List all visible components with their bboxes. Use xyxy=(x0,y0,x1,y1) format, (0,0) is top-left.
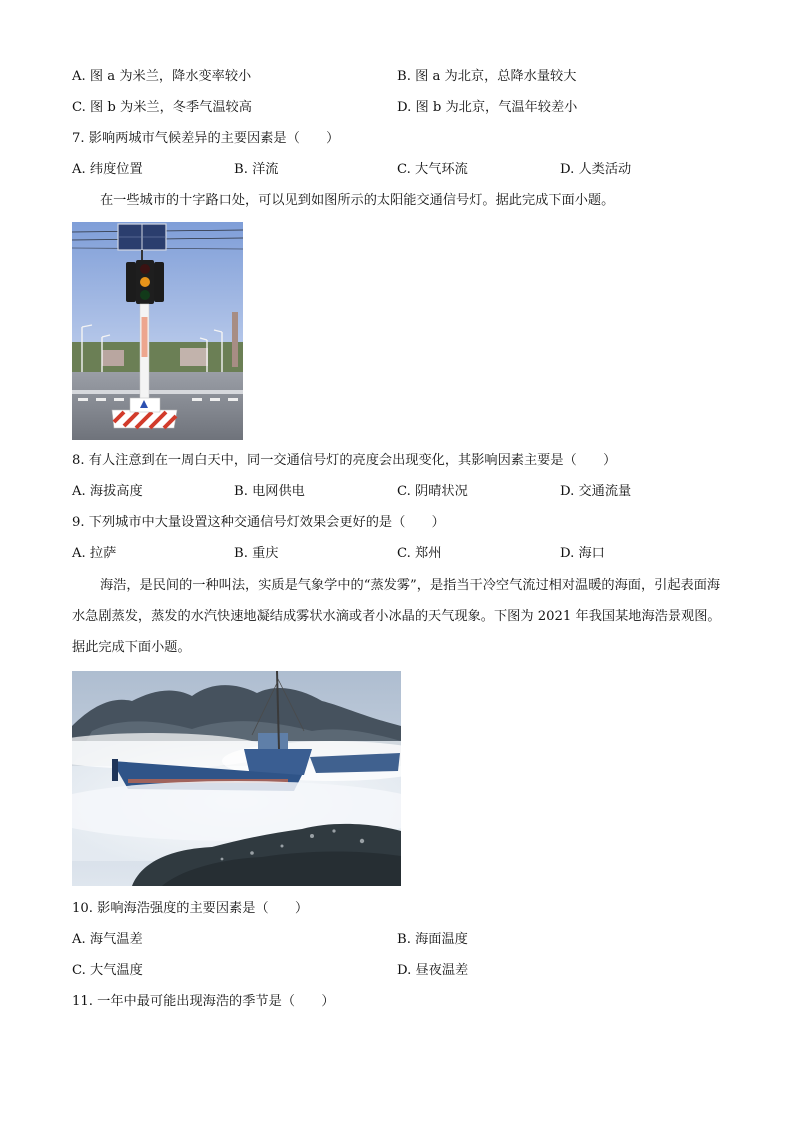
q10-option-d: D. 昼夜温差 xyxy=(397,963,469,978)
solar-traffic-light-photo xyxy=(72,222,243,440)
q11-stem: 11. 一年中最可能出现海浩的季节是（ ） xyxy=(72,994,335,1009)
q9-option-c: C. 郑州 xyxy=(397,546,442,561)
q10-stem: 10. 影响海浩强度的主要因素是（ ） xyxy=(72,901,309,916)
q8-option-a: A. 海拔高度 xyxy=(72,484,143,499)
q7-option-b: B. 洋流 xyxy=(234,162,279,177)
q8-option-d: D. 交通流量 xyxy=(560,484,632,499)
q8-option-c: C. 阴晴状况 xyxy=(397,484,468,499)
intro-sea-smoke: 海浩，是民间的一种叫法，实质是气象学中的“蒸发雾”，是指当干冷空气流过相对温暖的海面，引起表面海水急剧蒸发，蒸发的水汽快速地凝结成雾状水滴或者小冰晶的天气现象。下图为 2021 年我国某地海浩景观图。据此完成下面小题。 xyxy=(72,578,721,655)
q7-option-c: C. 大气环流 xyxy=(397,162,468,177)
intro-solar-light: 在一些城市的十字路口处，可以见到如图所示的太阳能交通信号灯。据此完成下面小题。 xyxy=(100,193,615,208)
q8-stem: 8. 有人注意到在一周白天中，同一交通信号灯的亮度会出现变化，其影响因素主要是（ ） xyxy=(72,453,617,468)
q9-option-d: D. 海口 xyxy=(560,546,605,561)
q7-stem: 7. 影响两城市气候差异的主要因素是（ ） xyxy=(72,131,340,146)
q9-option-a: A. 拉萨 xyxy=(72,546,117,561)
q7-option-a: A. 纬度位置 xyxy=(72,162,143,177)
q6-option-c: C. 图 b 为米兰，冬季气温较高 xyxy=(72,100,252,115)
sea-smoke-photo xyxy=(72,671,401,886)
q9-stem: 9. 下列城市中大量设置这种交通信号灯效果会更好的是（ ） xyxy=(72,515,445,530)
q10-option-b: B. 海面温度 xyxy=(397,932,468,947)
q9-option-b: B. 重庆 xyxy=(234,546,279,561)
q10-option-a: A. 海气温差 xyxy=(72,932,143,947)
q10-option-c: C. 大气温度 xyxy=(72,963,143,978)
q6-option-a: A. 图 a 为米兰，降水变率较小 xyxy=(72,69,252,84)
q6-option-b: B. 图 a 为北京，总降水量较大 xyxy=(397,69,577,84)
q7-option-d: D. 人类活动 xyxy=(560,162,632,177)
q6-option-d: D. 图 b 为北京，气温年较差小 xyxy=(397,100,578,115)
q8-option-b: B. 电网供电 xyxy=(234,484,305,499)
